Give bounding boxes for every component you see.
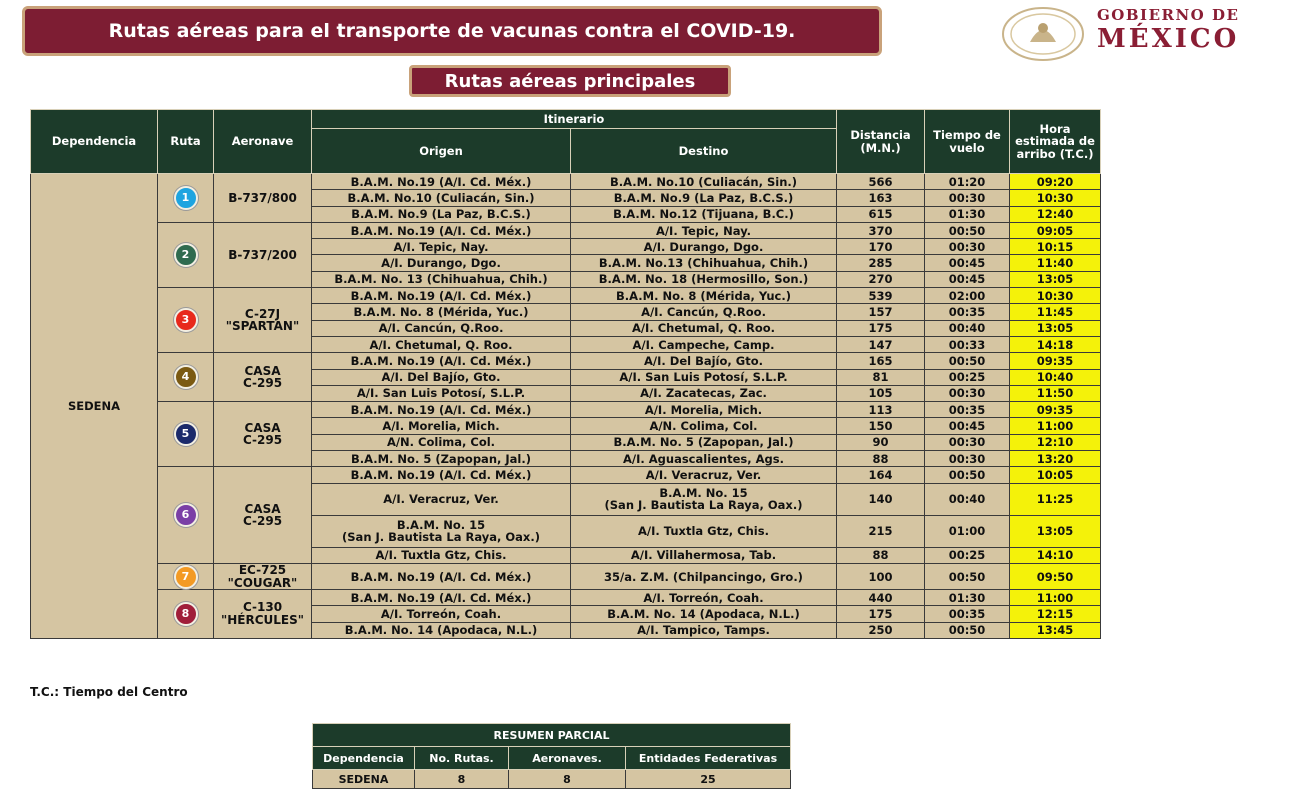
origin-cell: A/N. Colima, Col. [312, 434, 571, 450]
destination-cell: A/I. Tepic, Nay. [571, 222, 837, 238]
origin-cell: A/I. Tepic, Nay. [312, 239, 571, 255]
logo-text [1097, 8, 1239, 52]
aircraft-cell: B-737/200 [214, 222, 312, 287]
origin-cell: B.A.M. No.19 (A/I. Cd. Méx.) [312, 353, 571, 369]
flight-time-cell: 01:20 [925, 174, 1010, 190]
distance-cell: 140 [837, 483, 925, 515]
route-number-cell [158, 402, 214, 467]
distance-cell: 100 [837, 563, 925, 589]
origin-cell: A/I. Veracruz, Ver. [312, 483, 571, 515]
distance-cell: 157 [837, 304, 925, 320]
aircraft-cell: CASA C-295 [214, 402, 312, 467]
origin-cell: A/I. Chetumal, Q. Roo. [312, 336, 571, 352]
distance-cell: 170 [837, 239, 925, 255]
route-number-cell [158, 353, 214, 402]
destination-cell: A/I. Tuxtla Gtz, Chis. [571, 515, 837, 547]
arrival-time-cell: 09:35 [1010, 353, 1101, 369]
arrival-time-cell: 10:40 [1010, 369, 1101, 385]
flight-time-cell: 00:50 [925, 222, 1010, 238]
origin-cell: B.A.M. No.19 (A/I. Cd. Méx.) [312, 174, 571, 190]
arrival-time-cell: 11:40 [1010, 255, 1101, 271]
route-3-badge: 3 [174, 308, 198, 332]
arrival-time-cell: 10:30 [1010, 288, 1101, 304]
distance-cell: 285 [837, 255, 925, 271]
arrival-time-cell: 13:45 [1010, 622, 1101, 638]
aircraft-cell: B-737/800 [214, 174, 312, 223]
origin-cell: B.A.M. No.19 (A/I. Cd. Méx.) [312, 563, 571, 589]
flight-time-cell: 00:35 [925, 606, 1010, 622]
header-destino: Destino [571, 129, 837, 174]
destination-cell: A/I. Morelia, Mich. [571, 402, 837, 418]
destination-cell: A/I. Zacatecas, Zac. [571, 385, 837, 401]
arrival-time-cell: 11:00 [1010, 590, 1101, 606]
origin-cell: A/I. Durango, Dgo. [312, 255, 571, 271]
destination-cell: B.A.M. No. 5 (Zapopan, Jal.) [571, 434, 837, 450]
origin-cell: B.A.M. No. 13 (Chihuahua, Chih.) [312, 271, 571, 287]
flight-time-cell: 01:30 [925, 206, 1010, 222]
route-number-cell [158, 222, 214, 287]
origin-cell: B.A.M. No.10 (Culiacán, Sin.) [312, 190, 571, 206]
destination-cell: A/I. Chetumal, Q. Roo. [571, 320, 837, 336]
arrival-time-cell: 10:30 [1010, 190, 1101, 206]
origin-cell: A/I. Morelia, Mich. [312, 418, 571, 434]
flight-time-cell: 00:50 [925, 467, 1010, 483]
arrival-time-cell: 09:50 [1010, 563, 1101, 589]
route-2-badge: 2 [174, 243, 198, 267]
flight-time-cell: 00:30 [925, 451, 1010, 467]
destination-cell: B.A.M. No. 8 (Mérida, Yuc.) [571, 288, 837, 304]
arrival-time-cell: 11:25 [1010, 483, 1101, 515]
arrival-time-cell: 12:10 [1010, 434, 1101, 450]
origin-cell: A/I. Tuxtla Gtz, Chis. [312, 547, 571, 563]
route-6-badge: 6 [174, 503, 198, 527]
destination-cell: 35/a. Z.M. (Chilpancingo, Gro.) [571, 563, 837, 589]
destination-cell: A/I. Durango, Dgo. [571, 239, 837, 255]
distance-cell: 147 [837, 336, 925, 352]
distance-cell: 539 [837, 288, 925, 304]
destination-cell: A/I. Veracruz, Ver. [571, 467, 837, 483]
header-origen: Origen [312, 129, 571, 174]
arrival-time-cell: 14:18 [1010, 336, 1101, 352]
distance-cell: 566 [837, 174, 925, 190]
table-row [31, 467, 1101, 483]
flight-time-cell: 01:00 [925, 515, 1010, 547]
flight-time-cell: 00:30 [925, 190, 1010, 206]
distance-cell: 270 [837, 271, 925, 287]
destination-cell: B.A.M. No.9 (La Paz, B.C.S.) [571, 190, 837, 206]
route-number-cell [158, 467, 214, 564]
destination-cell: B.A.M. No.13 (Chihuahua, Chih.) [571, 255, 837, 271]
header-itinerario: Itinerario [312, 110, 837, 129]
aircraft-cell: CASA C-295 [214, 467, 312, 564]
origin-cell: A/I. San Luis Potosí, S.L.P. [312, 385, 571, 401]
summary-rutas: 8 [415, 770, 509, 789]
arrival-time-cell: 12:15 [1010, 606, 1101, 622]
route-number-cell [158, 590, 214, 639]
arrival-time-cell: 10:15 [1010, 239, 1101, 255]
origin-cell: A/I. Torreón, Coah. [312, 606, 571, 622]
distance-cell: 615 [837, 206, 925, 222]
flight-time-cell: 00:35 [925, 304, 1010, 320]
arrival-time-cell: 11:00 [1010, 418, 1101, 434]
flight-time-cell: 01:30 [925, 590, 1010, 606]
flight-time-cell: 00:45 [925, 271, 1010, 287]
destination-cell: B.A.M. No. 18 (Hermosillo, Son.) [571, 271, 837, 287]
distance-cell: 165 [837, 353, 925, 369]
table-row [31, 174, 1101, 190]
flight-time-cell: 00:25 [925, 547, 1010, 563]
distance-cell: 175 [837, 320, 925, 336]
page-subtitle: Rutas aéreas principales [444, 70, 696, 92]
distance-cell: 250 [837, 622, 925, 638]
flight-time-cell: 00:40 [925, 320, 1010, 336]
destination-cell: B.A.M. No. 14 (Apodaca, N.L.) [571, 606, 837, 622]
origin-cell: B.A.M. No.19 (A/I. Cd. Méx.) [312, 467, 571, 483]
flight-time-cell: 02:00 [925, 288, 1010, 304]
arrival-time-cell: 09:20 [1010, 174, 1101, 190]
header-hora: Hora estimada de arribo (T.C.) [1010, 110, 1101, 174]
destination-cell: A/I. Cancún, Q.Roo. [571, 304, 837, 320]
route-number-cell [158, 288, 214, 353]
header-aeronave: Aeronave [214, 110, 312, 174]
logo-line1: GOBIERNO DE [1097, 6, 1240, 24]
header-dependencia: Dependencia [31, 110, 158, 174]
destination-cell: A/I. Villahermosa, Tab. [571, 547, 837, 563]
origin-cell: B.A.M. No. 8 (Mérida, Yuc.) [312, 304, 571, 320]
route-number-cell [158, 563, 214, 589]
summary-header-aeronaves: Aeronaves. [509, 747, 626, 770]
distance-cell: 164 [837, 467, 925, 483]
aircraft-cell: C-130 "HÉRCULES" [214, 590, 312, 639]
origin-cell: B.A.M. No.19 (A/I. Cd. Méx.) [312, 288, 571, 304]
arrival-time-cell: 13:05 [1010, 320, 1101, 336]
destination-cell: A/N. Colima, Col. [571, 418, 837, 434]
summary-header-rutas: No. Rutas. [415, 747, 509, 770]
origin-cell: B.A.M. No. 14 (Apodaca, N.L.) [312, 622, 571, 638]
arrival-time-cell: 12:40 [1010, 206, 1101, 222]
arrival-time-cell: 10:05 [1010, 467, 1101, 483]
origin-cell: A/I. Cancún, Q.Roo. [312, 320, 571, 336]
aircraft-cell: EC-725 "COUGAR" [214, 563, 312, 589]
page-title: Rutas aéreas para el transporte de vacunas contra el COVID-19. [108, 20, 796, 42]
flight-time-cell: 00:45 [925, 418, 1010, 434]
origin-cell: B.A.M. No.19 (A/I. Cd. Méx.) [312, 402, 571, 418]
arrival-time-cell: 13:05 [1010, 271, 1101, 287]
summary-title: RESUMEN PARCIAL [313, 724, 791, 747]
route-number-cell [158, 174, 214, 223]
origin-cell: B.A.M. No. 5 (Zapopan, Jal.) [312, 451, 571, 467]
flight-time-cell: 00:40 [925, 483, 1010, 515]
destination-cell: A/I. Campeche, Camp. [571, 336, 837, 352]
distance-cell: 163 [837, 190, 925, 206]
aircraft-cell: CASA C-295 [214, 353, 312, 402]
table-row [31, 563, 1101, 589]
flight-time-cell: 00:30 [925, 385, 1010, 401]
table-row [31, 402, 1101, 418]
header-ruta: Ruta [158, 110, 214, 174]
table-row [31, 222, 1101, 238]
timezone-note: T.C.: Tiempo del Centro [30, 685, 188, 699]
route-4-badge: 4 [174, 365, 198, 389]
origin-cell: B.A.M. No. 15 (San J. Bautista La Raya, Oax.) [312, 515, 571, 547]
distance-cell: 370 [837, 222, 925, 238]
destination-cell: A/I. San Luis Potosí, S.L.P. [571, 369, 837, 385]
flight-time-cell: 00:45 [925, 255, 1010, 271]
distance-cell: 113 [837, 402, 925, 418]
arrival-time-cell: 13:20 [1010, 451, 1101, 467]
distance-cell: 88 [837, 451, 925, 467]
flight-time-cell: 00:50 [925, 563, 1010, 589]
summary-entidades: 25 [626, 770, 791, 789]
arrival-time-cell: 11:50 [1010, 385, 1101, 401]
summary-header-dependencia: Dependencia [313, 747, 415, 770]
distance-cell: 150 [837, 418, 925, 434]
origin-cell: B.A.M. No.19 (A/I. Cd. Méx.) [312, 222, 571, 238]
route-1-badge: 1 [174, 186, 198, 210]
table-row [31, 288, 1101, 304]
table-row [31, 353, 1101, 369]
arrival-time-cell: 09:35 [1010, 402, 1101, 418]
summary-dependencia: SEDENA [313, 770, 415, 789]
summary-table [312, 723, 791, 789]
origin-cell: B.A.M. No.19 (A/I. Cd. Méx.) [312, 590, 571, 606]
origin-cell: A/I. Del Bajío, Gto. [312, 369, 571, 385]
destination-cell: B.A.M. No.10 (Culiacán, Sin.) [571, 174, 837, 190]
destination-cell: A/I. Tampico, Tamps. [571, 622, 837, 638]
destination-cell: B.A.M. No. 15 (San J. Bautista La Raya, Oax.) [571, 483, 837, 515]
flight-time-cell: 00:25 [925, 369, 1010, 385]
routes-body [31, 174, 1101, 639]
flight-time-cell: 00:30 [925, 239, 1010, 255]
header-distancia: Distancia (M.N.) [837, 110, 925, 174]
distance-cell: 175 [837, 606, 925, 622]
arrival-time-cell: 11:45 [1010, 304, 1101, 320]
flight-time-cell: 00:30 [925, 434, 1010, 450]
distance-cell: 90 [837, 434, 925, 450]
title-banner [22, 6, 882, 56]
aircraft-cell: C-27J "SPARTAN" [214, 288, 312, 353]
route-8-badge: 8 [174, 602, 198, 626]
flight-time-cell: 00:50 [925, 622, 1010, 638]
flight-time-cell: 00:50 [925, 353, 1010, 369]
arrival-time-cell: 14:10 [1010, 547, 1101, 563]
distance-cell: 440 [837, 590, 925, 606]
destination-cell: B.A.M. No.12 (Tijuana, B.C.) [571, 206, 837, 222]
subtitle-banner [409, 65, 731, 97]
summary-aeronaves: 8 [509, 770, 626, 789]
destination-cell: A/I. Del Bajío, Gto. [571, 353, 837, 369]
national-seal-icon [1000, 6, 1086, 62]
distance-cell: 81 [837, 369, 925, 385]
route-5-badge: 5 [174, 422, 198, 446]
route-7-badge: 7 [174, 565, 198, 589]
arrival-time-cell: 09:05 [1010, 222, 1101, 238]
header-tiempo: Tiempo de vuelo [925, 110, 1010, 174]
table-row [31, 590, 1101, 606]
flight-time-cell: 00:33 [925, 336, 1010, 352]
destination-cell: A/I. Aguascalientes, Ags. [571, 451, 837, 467]
routes-table [30, 109, 1101, 639]
distance-cell: 88 [837, 547, 925, 563]
gobierno-de-mexico-logo [1000, 6, 1300, 62]
distance-cell: 215 [837, 515, 925, 547]
arrival-time-cell: 13:05 [1010, 515, 1101, 547]
origin-cell: B.A.M. No.9 (La Paz, B.C.S.) [312, 206, 571, 222]
destination-cell: A/I. Torreón, Coah. [571, 590, 837, 606]
dependencia-cell: SEDENA [31, 174, 158, 639]
distance-cell: 105 [837, 385, 925, 401]
flight-time-cell: 00:35 [925, 402, 1010, 418]
logo-line2: MÉXICO [1097, 24, 1240, 54]
summary-header-entidades: Entidades Federativas [626, 747, 791, 770]
